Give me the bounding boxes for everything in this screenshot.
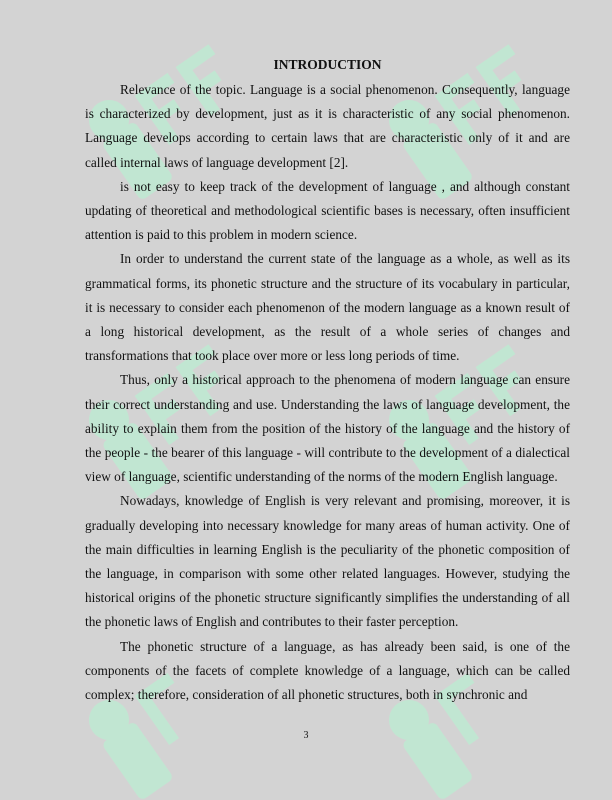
paragraph: In order to understand the current state of the language as a whole, as well as its grammatical forms, its phonetic structure and the structure of its vocabulary in particular, it is necessary to consider each phenomenon of the modern language as a known result of a long historical development, as the result of a whole series of changes and transformations that took place over more or less long periods of time. bbox=[85, 251, 570, 364]
paragraph: The phonetic structure of a language, as has already been said, is one of the components of the facets of complete knowledge of a language, which can be called complex; therefore, consideration of all phonetic structures, both in synchronic and bbox=[85, 638, 570, 703]
document-body bbox=[85, 55, 570, 707]
page-title: INTRODUCTION bbox=[273, 57, 382, 72]
paragraph: is not easy to keep track of the development of language , and although constant updating of theoretical and methodological scientific bases is necessary, often insufficient attention is paid to this problem in modern science. bbox=[85, 178, 570, 243]
paragraph: Nowadays, knowledge of English is very relevant and promising, moreover, it is gradually developing into necessary knowledge for many areas of human activity. One of the main difficulties in learning English is the peculiarity of the phonetic composition of the language, in comparison with some other related languages. However, studying the historical origins of the phonetic structure significantly simplifies the understanding of all the phonetic laws of English and contributes to their faster perception. bbox=[85, 493, 570, 630]
page-number: 3 bbox=[303, 730, 309, 741]
paragraph: Relevance of the topic. Language is a social phenomenon. Consequently, language is characterized by development, just as it is characteristic of any social phenomenon. Language develops according to certain laws that are characteristic only of it and are called internal laws of language development [2]. bbox=[85, 82, 570, 170]
paragraph: Thus, only a historical approach to the phenomena of modern language can ensure their correct understanding and use. Understanding the laws of language development, the ability to explain them from the position of the history of the language and the history of the people - the bearer of this language - will contribute to the development of a dialectical view of language, scientific understanding of the norms of the modern English language. bbox=[85, 372, 570, 485]
